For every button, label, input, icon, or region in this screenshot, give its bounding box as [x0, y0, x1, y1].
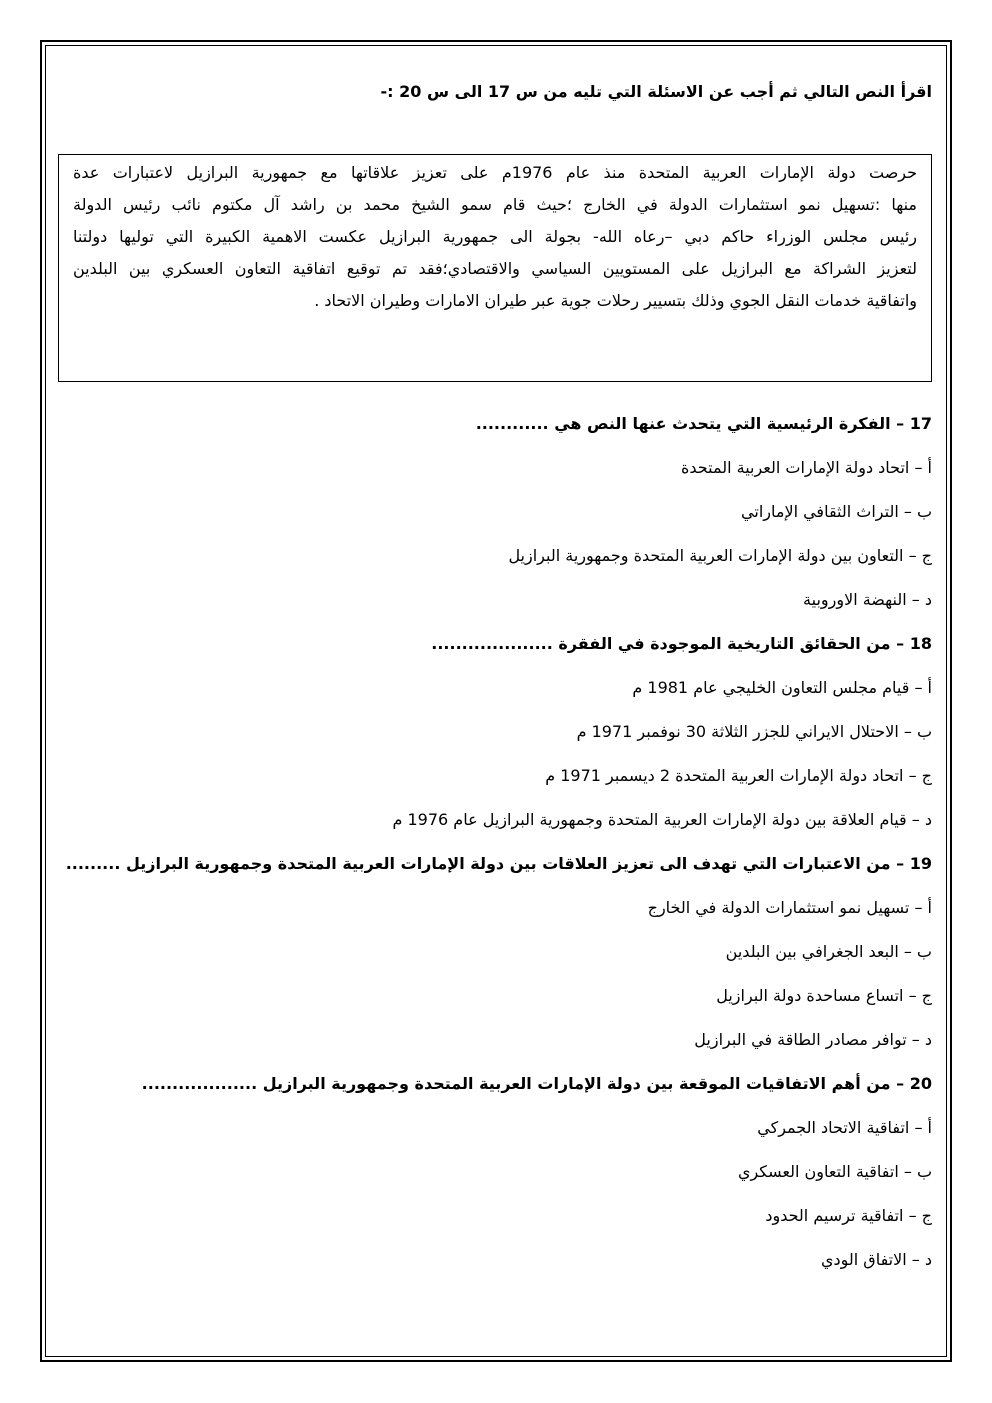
answer-option: أ – اتفاقية الاتحاد الجمركي: [757, 1118, 932, 1137]
answer-option: أ – تسهيل نمو استثمارات الدولة في الخارج: [647, 898, 932, 917]
question-title: 19 – من الاعتبارات التي تهدف الى تعزيز العلاقات بين دولة الإمارات العربية المتحدة وجمهورية البرازيل .........: [65, 854, 932, 873]
question-18: [60, 622, 932, 842]
answer-option: ب – اتفاقية التعاون العسكري: [737, 1162, 932, 1181]
passage-line: لتعزيز الشراكة مع البرازيل على المستويين السياسي والاقتصادي؛فقد تم توقيع اتفاقية التعاون العسكري بين البلدين: [73, 259, 917, 278]
question-title: 20 – من أهم الاتفاقيات الموقعة بين دولة الإمارات العربية المتحدة وجمهورية البرازيل ...................: [141, 1074, 932, 1093]
questions-list: [60, 402, 932, 1282]
answer-option: ب – التراث الثقافي الإماراتي: [741, 502, 932, 521]
passage-line: حرصت دولة الإمارات العربية المتحدة منذ عام 1976م على تعزيز علاقاتها مع جمهورية البرازيل لاعتبارات عدة: [73, 163, 917, 182]
question-title: 18 – من الحقائق التاريخية الموجودة في الفقرة ....................: [431, 634, 932, 653]
question-19: [60, 842, 932, 1062]
answer-option: أ – قيام مجلس التعاون الخليجي عام 1981 م: [632, 678, 932, 697]
answer-option: د – الاتفاق الودي: [820, 1250, 932, 1269]
reading-passage-box: [58, 154, 932, 382]
answer-option: أ – اتحاد دولة الإمارات العربية المتحدة: [681, 458, 932, 477]
answer-option: د – توافر مصادر الطاقة في البرازيل: [694, 1030, 932, 1049]
passage-line: واتفاقية خدمات النقل الجوي وذلك بتسيير رحلات جوية عبر طيران الامارات وطيران الاتحاد .: [314, 291, 917, 310]
question-title: 17 – الفكرة الرئيسية التي يتحدث عنها النص هي ............: [475, 414, 932, 433]
passage-line: رئيس مجلس الوزراء حاكم دبي –رعاه الله- بجولة الى جمهورية البرازيل عكست الاهمية الكبيرة التي توليها دولتنا: [73, 227, 917, 246]
question-17: [60, 402, 932, 622]
answer-option: ج – اتساع مساحدة دولة البرازيل: [716, 986, 932, 1005]
answer-option: د – النهضة الاوروبية: [803, 590, 932, 609]
instruction-heading: اقرأ النص التالي ثم أجب عن الاسئلة التي تليه من س 17 الى س 20 :-: [380, 82, 932, 101]
answer-option: ج – التعاون بين دولة الإمارات العربية المتحدة وجمهورية البرازيل: [508, 546, 932, 565]
answer-option: ج – اتفاقية ترسيم الحدود: [765, 1206, 932, 1225]
worksheet-content: [60, 80, 932, 1269]
answer-option: ج – اتحاد دولة الإمارات العربية المتحدة 2 ديسمبر 1971 م: [545, 766, 932, 785]
passage-line: منها :تسهيل نمو استثمارات الدولة في الخارج ؛حيث قام سمو الشيخ محمد بن راشد آل مكتوم نائب رئيس الدولة: [73, 195, 917, 214]
question-20: [60, 1062, 932, 1282]
answer-option: ب – البعد الجغرافي بين البلدين: [725, 942, 932, 961]
answer-option: ب – الاحتلال الايراني للجزر الثلاثة 30 نوفمبر 1971 م: [576, 722, 932, 741]
answer-option: د – قيام العلاقة بين دولة الإمارات العربية المتحدة وجمهورية البرازيل عام 1976 م: [392, 810, 932, 829]
